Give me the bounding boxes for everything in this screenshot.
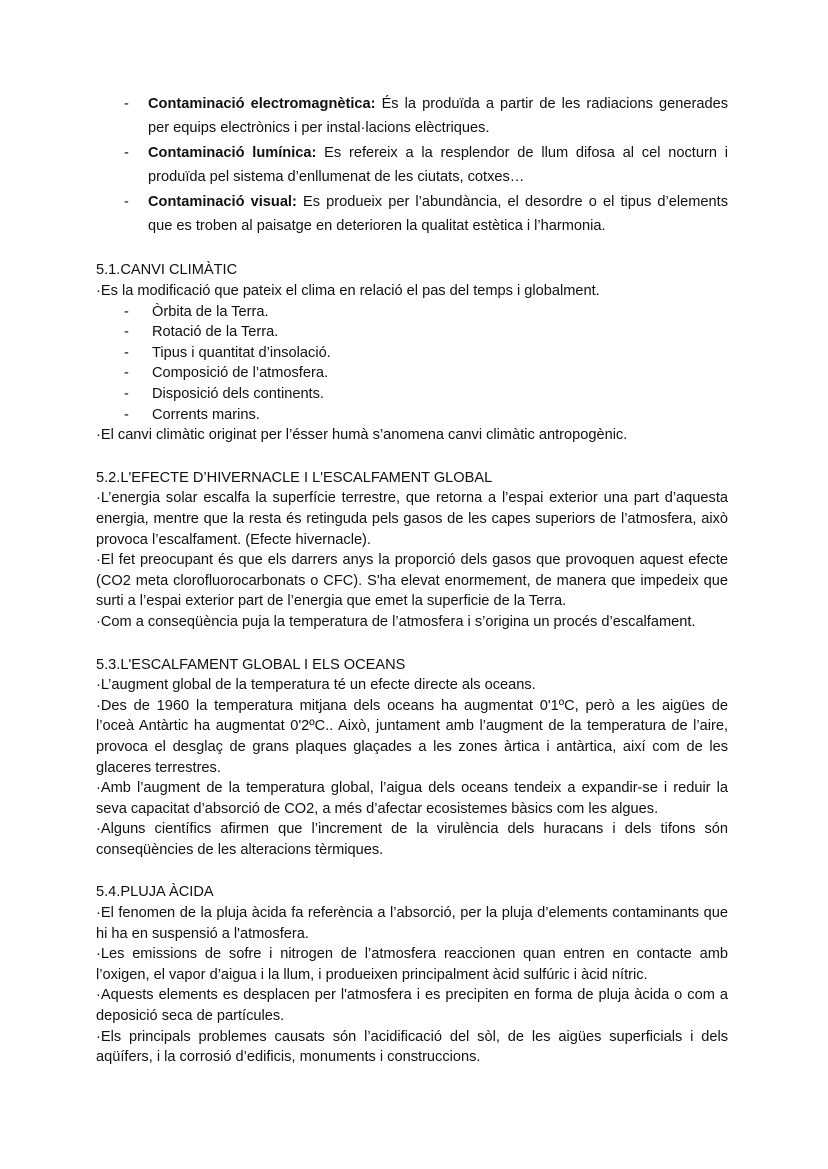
list-item	[96, 302, 728, 323]
list-item-text: Rotació de la Terra.	[152, 324, 279, 341]
section-spacer	[96, 860, 728, 882]
list-item	[96, 384, 728, 405]
dash-marker-icon: -	[124, 144, 129, 161]
contamination-types-list	[96, 92, 728, 238]
list-item	[96, 343, 728, 364]
list-item-text: Corrents marins.	[152, 406, 260, 423]
section-paragraph: ·Des de 1960 la temperatura mitjana dels oceans ha augmentat 0'1ºC, però a les aigües de l’oceà Antàrtic ha augmentat 0'2ºC.. Això, juntament amb l’augment de la temperatura de l’aire, provoca el desglaç de grans plaques glaçades a les zones àrtica i antàrtica, així com de les glaceres terrestres.	[96, 697, 728, 776]
section-paragraph: ·El fenomen de la pluja àcida fa referència a l’absorció, per la pluja d’elements contaminants que hi ha en suspensió a l'atmosfera.	[96, 905, 728, 942]
section-paragraph: ·L’energia solar escalfa la superfície terrestre, que retorna a l’espai exterior una part d’aquesta energia, mentre que la resta és retinguda pels gasos de les capes superiors de l’atmosfera, això provoca l’escalfament. (Efecte hivernacle).	[96, 490, 728, 548]
dash-marker-icon: -	[124, 344, 129, 361]
section-5-2	[96, 468, 728, 633]
list-item-text: Disposició dels continents.	[152, 386, 324, 402]
dash-marker-icon: -	[124, 365, 129, 382]
section-heading: 5.3.L'ESCALFAMENT GLOBAL I ELS OCEANS	[96, 656, 406, 673]
list-item-text: Composició de l’atmosfera.	[152, 365, 329, 382]
list-item-lead: Contaminació lumínica:	[148, 144, 317, 161]
section-spacer	[96, 446, 728, 468]
document-body	[96, 92, 728, 1068]
list-item	[96, 190, 728, 239]
list-item-text: És la produïda a partir de les radiacions generades per equips electrònics i per instal·lacions elèctriques.	[148, 96, 728, 137]
list-item-text: Es produeix per l’abundància, el desordre o el tipus d’elements que es troben al paisatge en deterioren la qualitat estètica i l’harmonia.	[148, 193, 728, 235]
dash-marker-icon: -	[124, 324, 129, 341]
list-item-lead: Contaminació electromagnètica:	[148, 96, 376, 112]
section-paragraph: ·Com a conseqüència puja la temperatura de l’atmosfera i s’origina un procés d’escalfament.	[96, 613, 696, 630]
section-spacer	[96, 238, 728, 260]
section-paragraph: ·L’augment global de la temperatura té un efecte directe als oceans.	[96, 677, 536, 694]
list-item	[96, 405, 728, 426]
section-paragraph: ·Aquests elements es desplacen per l'atmosfera i es precipiten en forma de pluja àcida o com a deposició seca de partícules.	[96, 987, 728, 1025]
dash-marker-icon: -	[124, 406, 129, 423]
climate-factors-list	[96, 302, 728, 426]
section-paragraph: ·Alguns científics afirmen que l’increment de la virulència dels huracans i dels tifons són conseqüències de les alteracions tèrmiques.	[96, 821, 728, 858]
section-heading: 5.4.PLUJA ÀCIDA	[96, 884, 214, 901]
section-heading: 5.1.CANVI CLIMÀTIC	[96, 262, 238, 279]
section-paragraph: ·Els principals problemes causats són l’acidificació del sòl, de les aigües superficials i dels aqüífers, i la corrosió d’edificis, monuments i construccions.	[96, 1028, 728, 1066]
dash-marker-icon: -	[124, 386, 129, 402]
dash-marker-icon: -	[124, 303, 129, 320]
section-paragraph: ·El fet preocupant és que els darrers anys la proporció dels gasos que provoquen aquest efecte (CO2 meta clorofluorocarbonats o CFC). S'ha elevat enormement, de manera que impedeix que surti a l’espai exterior part de l’energia que emet la superficie de la Terra.	[96, 552, 728, 610]
section-outro-paragraph: ·El canvi climàtic originat per l’ésser humà s’anomena canvi climàtic antropogènic.	[96, 427, 628, 444]
section-5-1	[96, 260, 728, 445]
section-5-3	[96, 655, 728, 861]
list-item	[96, 141, 728, 190]
list-item	[96, 92, 728, 141]
section-heading: 5.2.L'EFECTE D’HIVERNACLE I L'ESCALFAMENT GLOBAL	[96, 469, 493, 486]
dash-marker-icon: -	[124, 96, 129, 112]
list-item	[96, 322, 728, 343]
list-item-text: Es refereix a la resplendor de llum difosa al cel nocturn i produïda pel sistema d’enllumenat de les ciutats, cotxes…	[148, 144, 728, 186]
section-intro-paragraph: ·Es la modificació que pateix el clima en relació el pas del temps i globalment.	[96, 283, 600, 300]
list-item-text: Tipus i quantitat d’insolació.	[152, 344, 331, 361]
list-item	[96, 363, 728, 384]
section-paragraph: ·Amb l’augment de la temperatura global, l’aigua dels oceans tendeix a expandir-se i reduir la seva capacitat d’absorció de CO2, a més d’afectar ecosistemes bàsics com les algues.	[96, 780, 728, 817]
section-paragraph: ·Les emissions de sofre i nitrogen de l’atmosfera reaccionen quan entren en contacte amb l’oxigen, el vapor d’aigua i la llum, i produeixen principalment àcid sulfúric i àcid nítric.	[96, 946, 728, 983]
dash-marker-icon: -	[124, 193, 129, 210]
list-item-lead: Contaminació visual:	[148, 193, 297, 210]
list-item-text: Òrbita de la Terra.	[152, 303, 269, 320]
section-spacer	[96, 633, 728, 655]
section-5-4	[96, 882, 728, 1067]
